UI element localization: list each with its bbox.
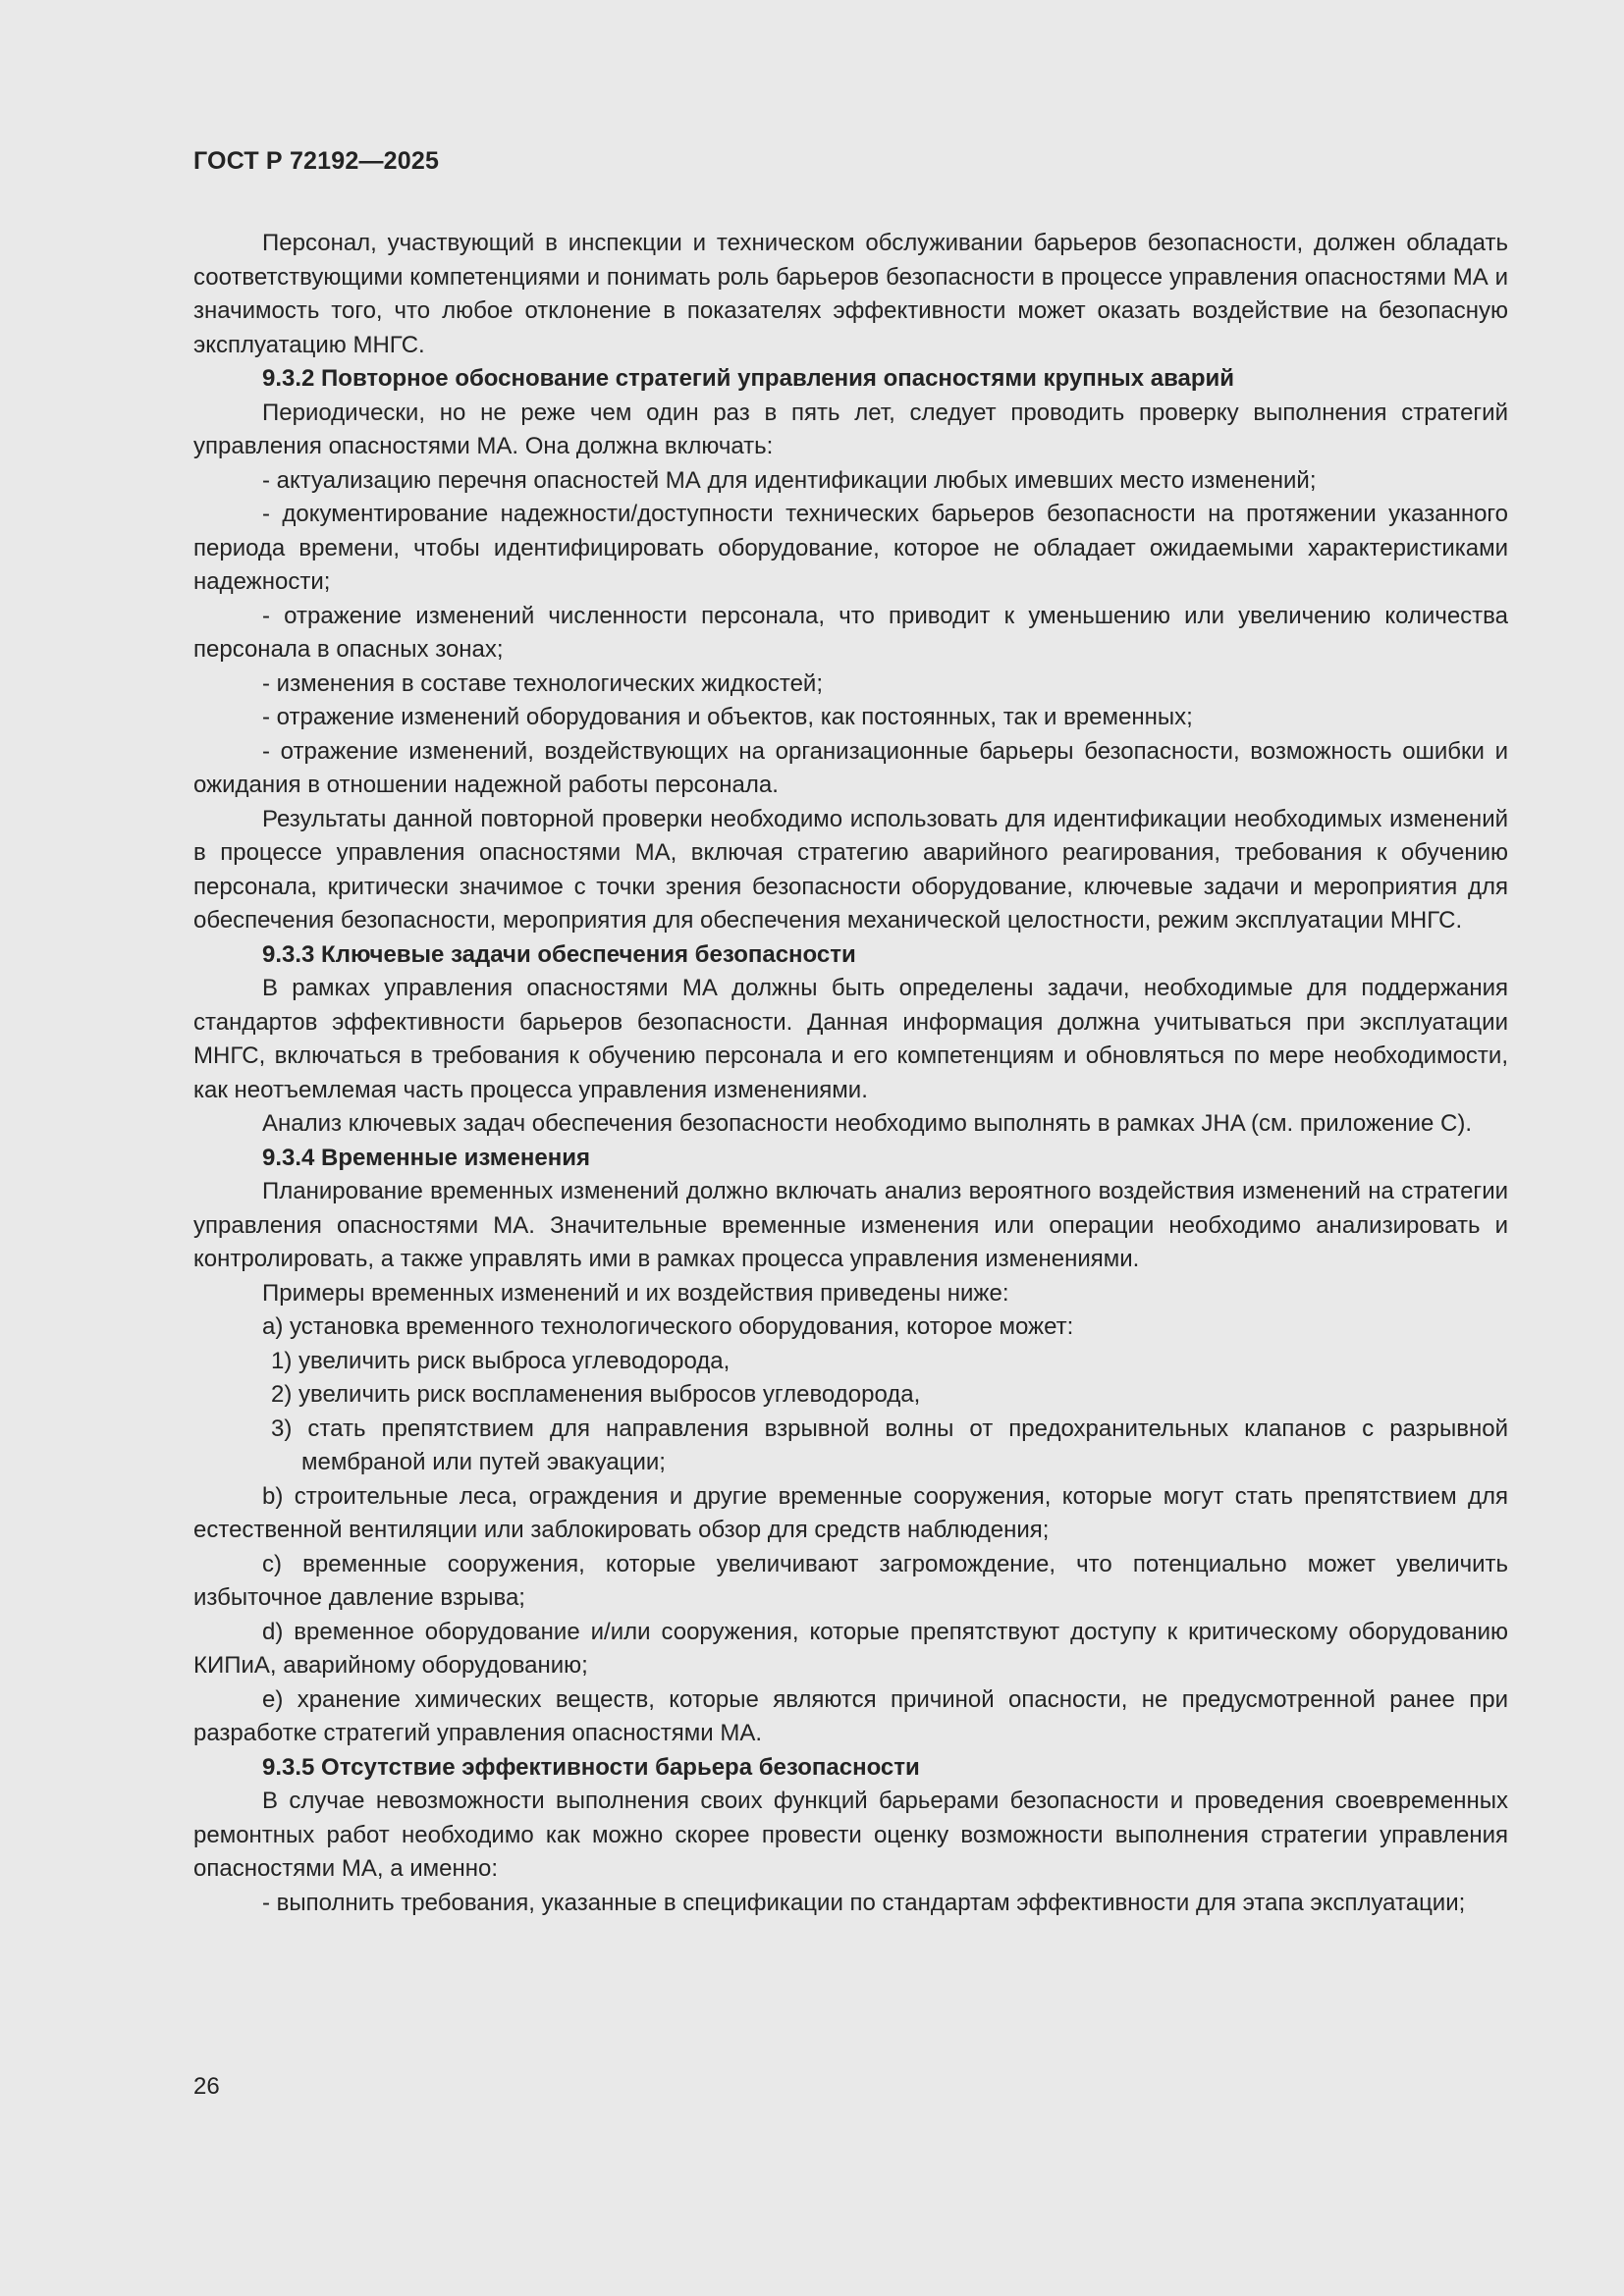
section-heading: 9.3.5 Отсутствие эффективности барьера безопасности [262,1753,920,1781]
page-number: 26 [193,2073,220,2100]
paragraph: Результаты данной повторной проверки необходимо использовать для идентификации необходимых изменений в процессе управления опасностями МА, включая стратегию аварийного реагирования, требования к обучению персонала, критически значимое с точки зрения безопасности оборудование, ключевые задачи и мероприятия для обеспечения безопасности, мероприятия для обеспечения механической целостности, режим эксплуатации МНГС. [193,805,1508,934]
list-item: - отражение изменений численности персонала, что приводит к уменьшению или увеличению количества персонала в опасных зонах; [193,602,1508,663]
paragraph: Примеры временных изменений и их воздействия приведены ниже: [262,1279,1009,1307]
list-item: d) временное оборудование и/или сооружения, которые препятствуют доступу к критическому оборудованию КИПиА, аварийному оборудованию; [193,1618,1508,1679]
list-item: - выполнить требования, указанные в спецификации по стандартам эффективности для этапа эксплуатации; [262,1889,1466,1916]
sub-list-item: 3) стать препятствием для направления взрывной волны от предохранительных клапанов с разрывной мембраной или путей эвакуации; [271,1415,1508,1475]
sub-list-item: 2) увеличить риск воспламенения выбросов углеводорода, [271,1381,921,1408]
list-item: - отражение изменений, воздействующих на организационные барьеры безопасности, возможность ошибки и ожидания в отношении надежной работы персонала. [193,737,1508,798]
paragraph: Периодически, но не реже чем один раз в пять лет, следует проводить проверку выполнения стратегий управления опасностями МА. Она должна включать: [193,399,1508,459]
list-item: e) хранение химических веществ, которые являются причиной опасности, не предусмотренной ранее при разработке стратегий управления опасностями МА. [193,1685,1508,1746]
list-item: - отражение изменений оборудования и объектов, как постоянных, так и временных; [262,704,1193,730]
section-heading: 9.3.3 Ключевые задачи обеспечения безопасности [262,940,856,968]
document-header: ГОСТ Р 72192—2025 [193,147,440,175]
paragraph: Планирование временных изменений должно включать анализ вероятного воздействия изменений на стратегии управления опасностями МА. Значительные временные изменения или операции необходимо анализировать и контролировать, а также управлять ими в рамках процесса управления изменениями. [193,1178,1508,1272]
paragraph: В случае невозможности выполнения своих функций барьерами безопасности и проведения своевременных ремонтных работ необходимо как можно скорее провести оценку возможности выполнения стратегии управления опасностями МА, а именно: [193,1788,1508,1882]
paragraph: Анализ ключевых задач обеспечения безопасности необходимо выполнять в рамках JHA (см. приложение С). [262,1110,1473,1137]
section-heading: 9.3.4 Временные изменения [262,1144,590,1171]
paragraph: Персонал, участвующий в инспекции и техническом обслуживании барьеров безопасности, должен обладать соответствующими компетенциями и понимать роль барьеров безопасности в процессе управления опасностями МА и значимость того, что любое отклонение в показателях эффективности может оказать воздействие на безопасную эксплуатацию МНГС. [193,230,1508,358]
sub-list-item: 1) увеличить риск выброса углеводорода, [271,1347,731,1374]
list-item: - изменения в составе технологических жидкостей; [262,669,823,697]
list-item: b) строительные леса, ограждения и другие временные сооружения, которые могут стать препятствием для естественной вентиляции или заблокировать обзор для средств наблюдения; [193,1482,1508,1543]
document-body [193,227,1508,1920]
list-item: c) временные сооружения, которые увеличивают загромождение, что потенциально может увеличить избыточное давление взрыва; [193,1550,1508,1611]
list-item: a) установка временного технологического оборудования, которое может: [262,1313,1074,1340]
section-heading: 9.3.2 Повторное обоснование стратегий управления опасностями крупных аварий [262,365,1235,392]
list-item: - документирование надежности/доступности технических барьеров безопасности на протяжении указанного периода времени, чтобы идентифицировать оборудование, которое не обладает ожидаемыми характеристиками надежности; [193,501,1508,595]
list-item: - актуализацию перечня опасностей МА для идентификации любых имевших место изменений; [262,466,1317,494]
paragraph: В рамках управления опасностями МА должны быть определены задачи, необходимые для поддержания стандартов эффективности барьеров безопасности. Данная информация должна учитываться при эксплуатации МНГС, включаться в требования к обучению персонала и его компетенциям и обновляться по мере необходимости, как неотъемлемая часть процесса управления изменениями. [193,975,1508,1103]
